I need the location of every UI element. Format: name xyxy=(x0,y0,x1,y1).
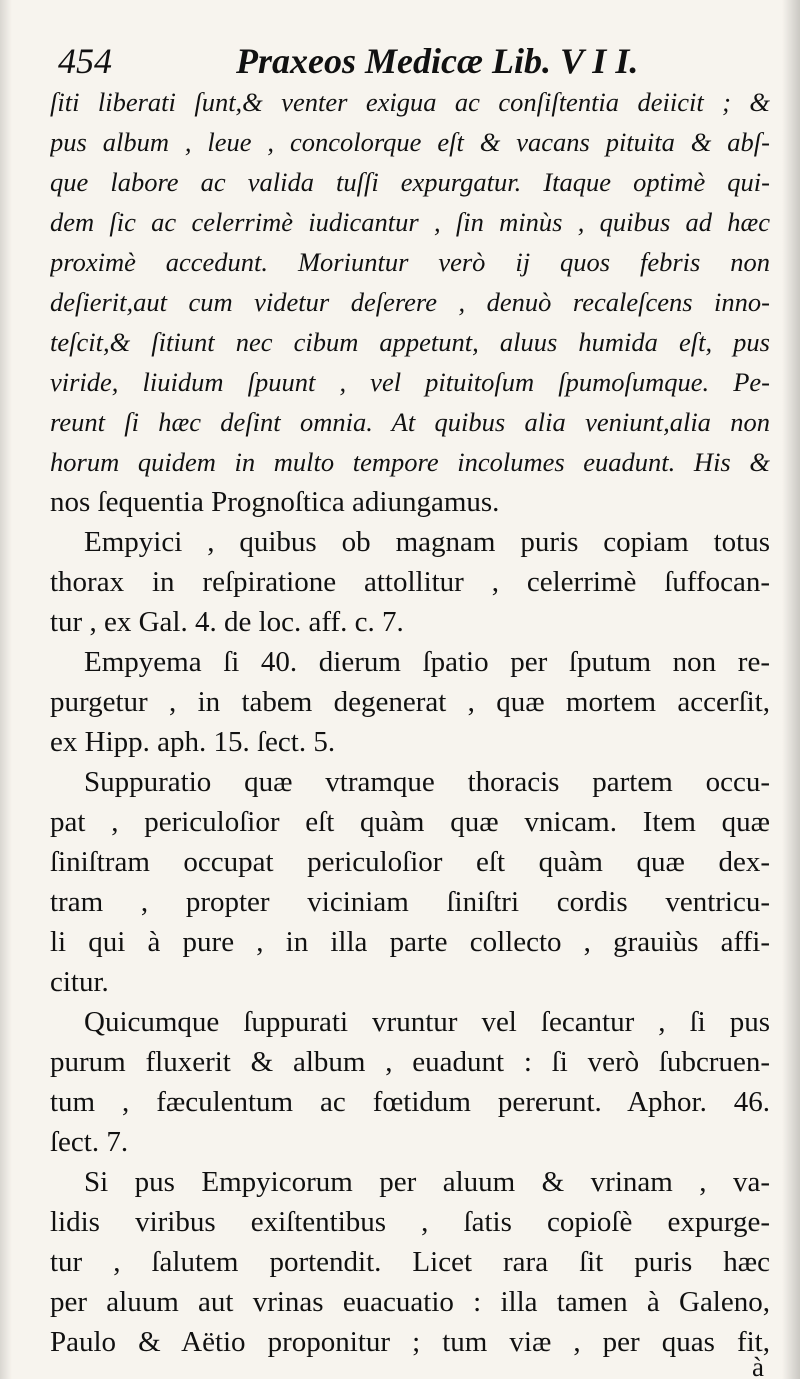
text-line: tur , ex Gal. 4. de loc. aff. c. 7. xyxy=(50,606,404,638)
text-line: li qui à pure , in illa parte collecto , grauiùs affi- xyxy=(50,926,770,958)
text-line: proximè accedunt. Moriuntur verò ij quos febris non xyxy=(50,247,770,277)
text-line: que labore ac valida tuſſi expurgatur. Itaque optimè qui- xyxy=(50,167,770,197)
text-line: ex Hipp. aph. 15. ſect. 5. xyxy=(50,726,336,758)
text-line: tur , ſalutem portendit. Licet rara ſit puris hæc xyxy=(50,1246,770,1278)
page-number: 454 xyxy=(58,41,112,81)
text-line: Empyema ſi 40. dierum ſpatio per ſputum non re- xyxy=(84,646,770,678)
text-line: tum , fæculentum ac fœtidum pererunt. Aphor. 46. xyxy=(50,1086,770,1118)
page-header xyxy=(58,40,740,84)
text-line: ſect. 7. xyxy=(50,1126,129,1158)
running-head: Praxeos Medicæ Lib. V I I. xyxy=(236,41,639,81)
text-line: viride, liuidum ſpuunt , vel pituitoſum ſpumoſumque. Pe- xyxy=(50,367,770,397)
page-edge-shadow xyxy=(0,0,12,1379)
text-line: Quicumque ſuppurati vruntur vel ſecantur , ſi pus xyxy=(84,1006,770,1038)
text-line: dem ſic ac celerrimè iudicantur , ſin minùs , quibus ad hæc xyxy=(50,207,770,237)
text-line: thorax in reſpiratione attollitur , celerrimè ſuffocan- xyxy=(50,566,770,598)
text-line: ſiti liberati ſunt,& venter exigua ac conſiſtentia deiicit ; & xyxy=(50,87,770,117)
text-line: ſiniſtram occupat periculoſior eſt quàm quæ dex- xyxy=(50,846,770,878)
text-line: lidis viribus exiſtentibus , ſatis copioſè expurge- xyxy=(50,1206,770,1238)
catchword: à xyxy=(752,1352,764,1379)
body-text xyxy=(50,82,770,1362)
text-line: pat , periculoſior eſt quàm quæ vnicam. Item quæ xyxy=(50,806,770,838)
text-line: citur. xyxy=(50,966,109,998)
text-line: Suppuratio quæ vtramque thoracis partem occu- xyxy=(84,766,770,798)
text-line: deſierit,aut cum videtur deſerere , denuò recaleſcens inno- xyxy=(50,287,770,317)
text-line: Empyici , quibus ob magnam puris copiam totus xyxy=(84,526,770,558)
text-line: per aluum aut vrinas euacuatio : illa tamen à Galeno, xyxy=(50,1286,770,1318)
text-line: Si pus Empyicorum per aluum & vrinam , va- xyxy=(84,1166,770,1198)
text-line: pus album , leue , concolorque eſt & vacans pituita & abſ- xyxy=(50,127,770,157)
gutter-shadow xyxy=(782,0,800,1379)
text-line: nos ſequentia Prognoſtica adiungamus. xyxy=(50,486,500,518)
text-line: horum quidem in multo tempore incolumes euadunt. His & xyxy=(50,447,770,477)
text-line: teſcit,& ſitiunt nec cibum appetunt, aluus humida eſt, pus xyxy=(50,327,770,357)
text-line: purgetur , in tabem degenerat , quæ mortem accerſit, xyxy=(50,686,770,718)
text-line: tram , propter viciniam ſiniſtri cordis ventricu- xyxy=(50,886,770,918)
text-line: Paulo & Aëtio proponitur ; tum viæ , per quas fit, xyxy=(50,1326,770,1358)
text-line: purum fluxerit & album , euadunt : ſi verò ſubcruen- xyxy=(50,1046,770,1078)
text-line: reunt ſi hæc deſint omnia. At quibus alia veniunt,alia non xyxy=(50,407,770,437)
